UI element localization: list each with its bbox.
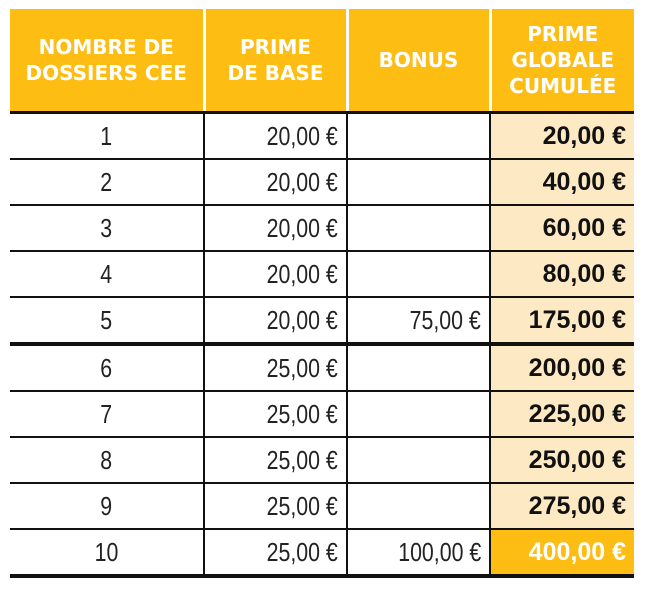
cell-total (490, 344, 634, 391)
cell-total (490, 483, 634, 529)
cell-text: 60,00 € (542, 213, 626, 242)
cell-bonus (347, 205, 490, 251)
cell-text: 100,00 € (398, 536, 481, 567)
cell-text: 7 (100, 398, 113, 429)
cell-base (204, 205, 347, 251)
table-row (10, 205, 634, 251)
cell-text: 5 (100, 304, 113, 335)
cell-total (490, 251, 634, 297)
cell-text: 400,00 € (528, 537, 626, 566)
cell-total (490, 113, 634, 160)
cell-base (204, 483, 347, 529)
cell-base (204, 391, 347, 437)
table-row (10, 344, 634, 391)
cell-text: 25,00 € (266, 490, 338, 521)
cell-bonus (347, 529, 490, 576)
cell-total (490, 297, 634, 344)
cell-total (490, 437, 634, 483)
cell-nombre (10, 483, 204, 529)
table-row (10, 251, 634, 297)
cell-text: 275,00 € (528, 491, 626, 520)
header-prime-base (204, 9, 347, 113)
cell-bonus (347, 297, 490, 344)
cell-text: 8 (100, 444, 113, 475)
cell-bonus (347, 437, 490, 483)
header-line: PRIME (527, 22, 599, 46)
cell-text: 20,00 € (542, 121, 626, 150)
header-line: NOMBRE DE (38, 35, 174, 59)
cell-nombre (10, 529, 204, 576)
cell-text: 6 (100, 352, 113, 383)
cell-text: 20,00 € (266, 120, 338, 151)
cell-nombre (10, 297, 204, 344)
cell-text: 250,00 € (528, 445, 626, 474)
header-line: PRIME (239, 35, 312, 59)
cell-nombre (10, 344, 204, 391)
header-line: GLOBALE (511, 48, 615, 72)
cell-text: 20,00 € (266, 212, 338, 243)
cell-base (204, 159, 347, 205)
cell-bonus (347, 483, 490, 529)
cell-text: 9 (100, 490, 113, 521)
cell-text: 25,00 € (266, 352, 338, 383)
cell-base (204, 251, 347, 297)
cell-nombre (10, 113, 204, 160)
cell-nombre (10, 391, 204, 437)
cell-text: 4 (100, 258, 113, 289)
cell-base (204, 344, 347, 391)
cell-text: 20,00 € (266, 258, 338, 289)
cell-total (490, 391, 634, 437)
header-line: DE BASE (227, 61, 324, 85)
table-row (10, 391, 634, 437)
prime-table (10, 9, 634, 578)
cell-bonus (347, 344, 490, 391)
cell-bonus (347, 159, 490, 205)
cell-text: 3 (100, 212, 113, 243)
header-prime-globale (490, 9, 634, 113)
cell-text: 25,00 € (266, 398, 338, 429)
cell-total (490, 205, 634, 251)
cell-nombre (10, 159, 204, 205)
cell-total-highlight (490, 529, 634, 576)
cell-total (490, 159, 634, 205)
header-line: BONUS (378, 48, 459, 72)
cell-text: 200,00 € (528, 353, 626, 382)
table-row (10, 113, 634, 160)
table-row (10, 297, 634, 344)
header-nombre-dossiers (10, 9, 204, 113)
cell-text: 80,00 € (542, 259, 626, 288)
cell-base (204, 297, 347, 344)
cell-text: 25,00 € (266, 536, 338, 567)
cell-bonus (347, 391, 490, 437)
cell-text: 175,00 € (528, 305, 626, 334)
cell-text: 20,00 € (266, 304, 338, 335)
cell-nombre (10, 205, 204, 251)
table-row (10, 483, 634, 529)
header-line: CUMULÉE (509, 74, 617, 98)
cell-text: 10 (94, 536, 119, 567)
cell-text: 2 (100, 166, 113, 197)
cell-nombre (10, 437, 204, 483)
cell-base (204, 437, 347, 483)
table-row (10, 529, 634, 576)
cell-text: 25,00 € (266, 444, 338, 475)
header-row (10, 9, 634, 113)
table-row (10, 159, 634, 205)
header-bonus (347, 9, 490, 113)
cell-text: 225,00 € (528, 399, 626, 428)
cell-text: 75,00 € (409, 304, 481, 335)
table-row (10, 437, 634, 483)
header-line: DOSSIERS CEE (25, 61, 187, 85)
cell-text: 1 (100, 120, 113, 151)
cell-nombre (10, 251, 204, 297)
cell-text: 20,00 € (266, 166, 338, 197)
cell-bonus (347, 113, 490, 160)
cell-base (204, 113, 347, 160)
cell-text: 40,00 € (542, 167, 626, 196)
cell-bonus (347, 251, 490, 297)
cell-base (204, 529, 347, 576)
